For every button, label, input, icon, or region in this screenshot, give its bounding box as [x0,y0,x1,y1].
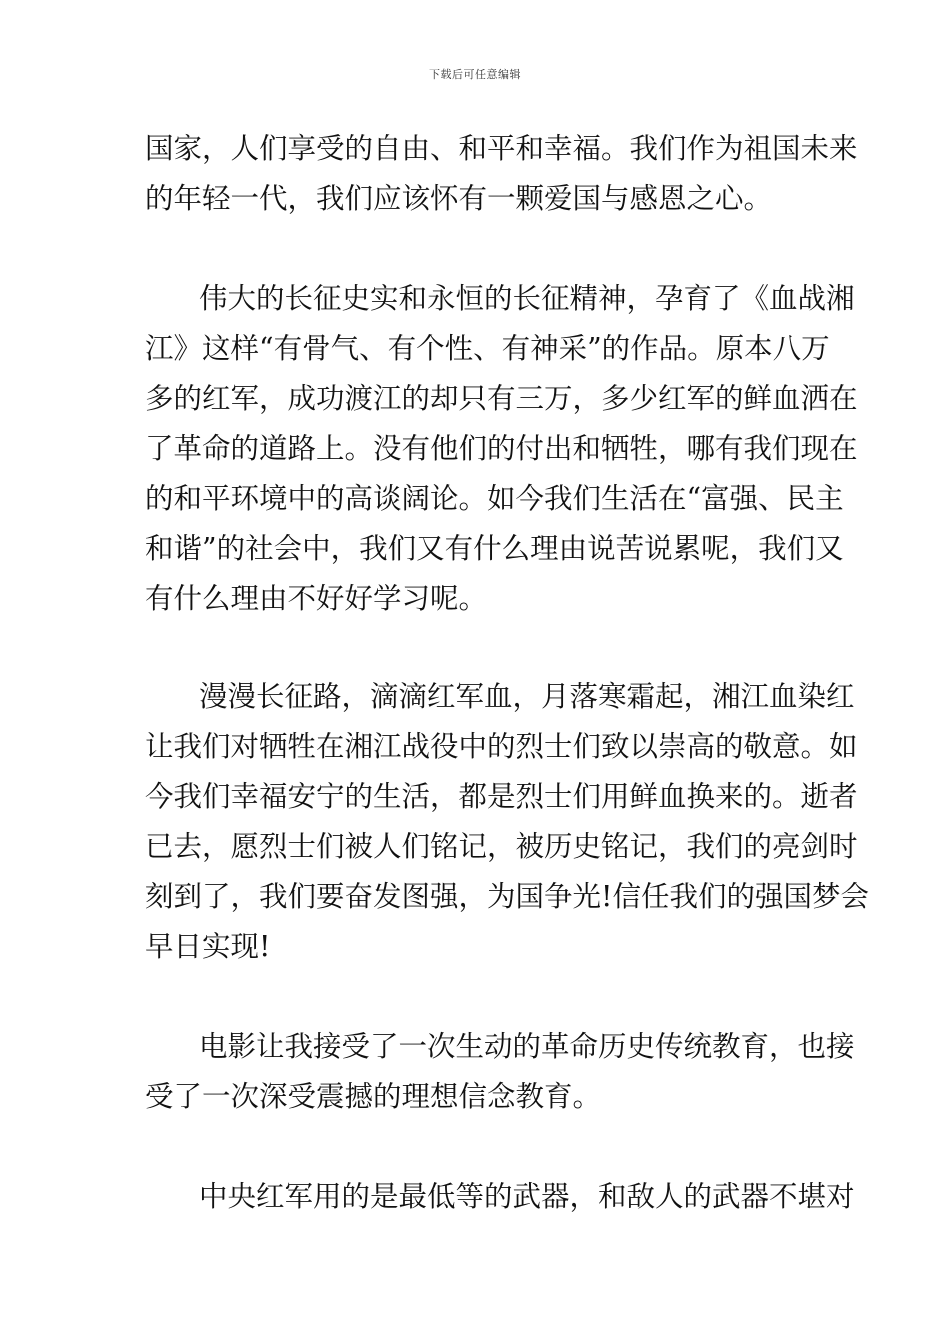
paragraph-3-line-5: 刻到了，我们要奋发图强，为国争光!信任我们的强国梦会 [145,880,869,913]
paragraph-3-line-1: 漫漫长征路，滴滴红军血，月落寒霜起，湘江血染红 [199,680,855,713]
paragraph-1-line-1: 国家，人们享受的自由、和平和幸福。我们作为祖国未来 [145,132,858,165]
paragraph-3-line-6: 早日实现! [145,930,271,963]
paragraph-4-line-1: 电影让我接受了一次生动的革命历史传统教育，也接 [199,1030,855,1063]
paragraph-3-line-2: 让我们对牺牲在湘江战役中的烈士们致以崇高的敬意。如 [145,730,858,763]
paragraph-5-line-1: 中央红军用的是最低等的武器，和敌人的武器不堪对 [199,1180,855,1213]
paragraph-2-line-4: 了革命的道路上。没有他们的付出和牺牲，哪有我们现在 [145,432,858,465]
paragraph-4-line-2: 受了一次深受震撼的理想信念教育。 [145,1080,602,1113]
paragraph-3-line-3: 今我们幸福安宁的生活，都是烈士们用鲜血换来的。逝者 [145,780,858,813]
paragraph-2-line-2: 江》这样“有骨气、有个性、有神采”的作品。原本八万 [145,332,830,365]
paragraph-1-line-2: 的年轻一代，我们应该怀有一颗爱国与感恩之心。 [145,182,773,215]
paragraph-2-line-7: 有什么理由不好好学习呢。 [145,582,488,615]
page-header: 下载后可任意编辑 [429,68,521,81]
paragraph-2-line-1: 伟大的长征史实和永恒的长征精神，孕育了《血战湘 [199,282,855,315]
paragraph-3-line-4: 已去，愿烈士们被人们铭记，被历史铭记，我们的亮剑时 [145,830,858,863]
paragraph-2-line-3: 多的红军，成功渡江的却只有三万，多少红军的鲜血洒在 [145,382,858,415]
paragraph-2-line-5: 的和平环境中的高谈阔论。如今我们生活在“富强、民主 [145,482,844,515]
paragraph-2-line-6: 和谐”的社会中，我们又有什么理由说苦说累呢，我们又 [145,532,844,565]
